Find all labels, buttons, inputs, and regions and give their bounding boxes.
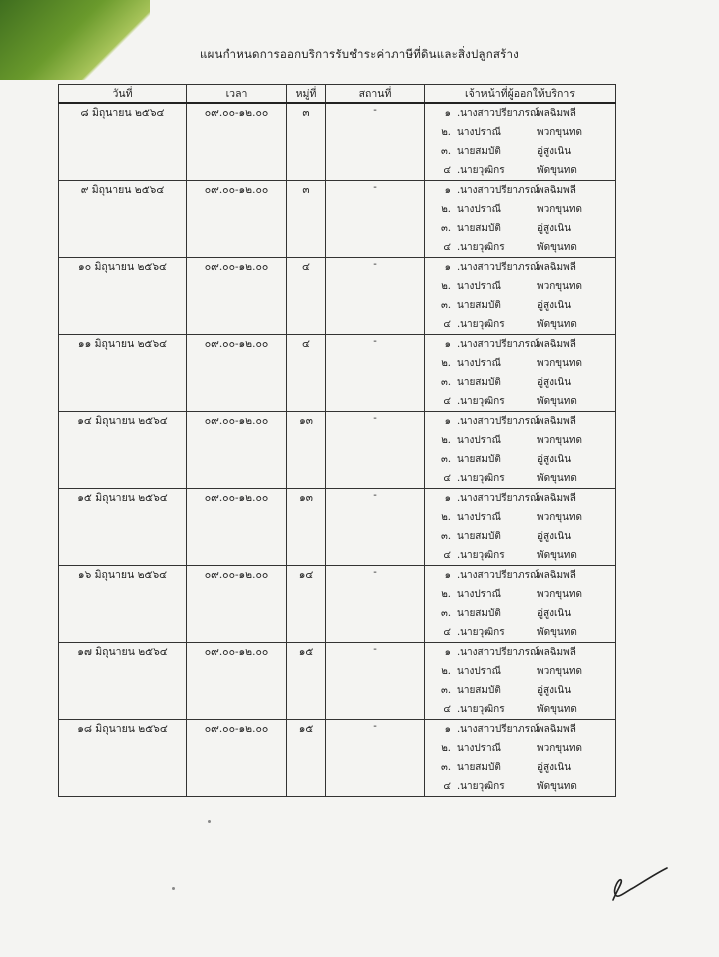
staff-surname: อู่สูงเนิน <box>537 146 572 157</box>
time-cell: ๐๙.๐๐-๑๒.๐๐ <box>187 335 287 412</box>
staff-number: ๒. <box>441 281 451 292</box>
staff-surname: อู่สูงเนิน <box>537 608 572 619</box>
village-cell: ๔ <box>287 335 326 412</box>
staff-surname: พัดขุนทด <box>537 704 577 715</box>
staff-cell <box>425 489 616 566</box>
staff-name: นายสมบัติ <box>457 146 501 157</box>
staff-line <box>425 161 615 180</box>
staff-number: ๔ <box>443 627 451 638</box>
staff-surname: พวกขุนทด <box>537 666 583 677</box>
staff-surname: พลฉิมพลี <box>537 339 576 350</box>
staff-line <box>425 238 615 257</box>
staff-surname: พวกขุนทด <box>537 204 583 215</box>
table-row <box>59 335 616 412</box>
staff-name: นางปราณี <box>457 743 501 754</box>
staff-number: ๒. <box>441 666 451 677</box>
staff-number: ๒. <box>441 358 451 369</box>
staff-surname: พัดขุนทด <box>537 627 577 638</box>
staff-number: ๑ <box>444 570 451 581</box>
staff-line <box>425 623 615 642</box>
staff-name: .นางสาวปรียาภรณ์ <box>457 262 540 273</box>
village-cell: ๑๔ <box>287 566 326 643</box>
staff-name: นางปราณี <box>457 435 501 446</box>
staff-surname: พัดขุนทด <box>537 242 577 253</box>
village-cell: ๑๕ <box>287 643 326 720</box>
date-cell: ๑๑ มิถุนายน ๒๕๖๔ <box>59 335 187 412</box>
staff-number: ๓. <box>440 531 451 542</box>
staff-line <box>425 604 615 623</box>
staff-line <box>425 258 615 277</box>
staff-name: .นายวุฒิกร <box>457 242 505 253</box>
staff-number: ๔ <box>443 242 451 253</box>
staff-line <box>425 181 615 200</box>
staff-surname: พลฉิมพลี <box>537 416 576 427</box>
staff-line <box>425 450 615 469</box>
staff-surname: อู่สูงเนิน <box>537 223 572 234</box>
table-row <box>59 720 616 797</box>
staff-number: ๓. <box>440 454 451 465</box>
staff-number: ๓. <box>440 685 451 696</box>
staff-surname: พัดขุนทด <box>537 165 577 176</box>
staff-surname: พลฉิมพลี <box>537 262 576 273</box>
staff-line <box>425 758 615 777</box>
header-village: หมู่ที่ <box>287 85 326 104</box>
staff-name: .นายวุฒิกร <box>457 704 505 715</box>
staff-line <box>425 662 615 681</box>
staff-surname: พลฉิมพลี <box>537 108 576 119</box>
staff-surname: อู่สูงเนิน <box>537 762 572 773</box>
staff-name: นางปราณี <box>457 589 501 600</box>
staff-surname: พวกขุนทด <box>537 589 583 600</box>
staff-number: ๒. <box>441 204 451 215</box>
staff-name: นางปราณี <box>457 512 501 523</box>
staff-number: ๒. <box>441 435 451 446</box>
staff-line <box>425 469 615 488</box>
schedule-table <box>58 84 616 797</box>
staff-cell <box>425 720 616 797</box>
staff-name: นายสมบัติ <box>457 300 501 311</box>
staff-name: .นายวุฒิกร <box>457 550 505 561</box>
staff-line <box>425 142 615 161</box>
staff-line <box>425 777 615 796</box>
staff-number: ๓. <box>440 762 451 773</box>
time-cell: ๐๙.๐๐-๑๒.๐๐ <box>187 412 287 489</box>
staff-surname: อู่สูงเนิน <box>537 300 572 311</box>
staff-number: ๑ <box>444 185 451 196</box>
table-row <box>59 412 616 489</box>
date-cell: ๑๘ มิถุนายน ๒๕๖๔ <box>59 720 187 797</box>
staff-cell <box>425 566 616 643</box>
time-cell: ๐๙.๐๐-๑๒.๐๐ <box>187 103 287 181</box>
staff-name: นางปราณี <box>457 204 501 215</box>
staff-cell <box>425 643 616 720</box>
staff-line <box>425 546 615 565</box>
staff-name: นายสมบัติ <box>457 454 501 465</box>
staff-number: ๔ <box>443 781 451 792</box>
place-cell: - <box>326 643 425 720</box>
staff-name: .นางสาวปรียาภรณ์ <box>457 416 540 427</box>
village-cell: ๑๓ <box>287 412 326 489</box>
staff-name: นางปราณี <box>457 358 501 369</box>
place-cell: - <box>326 103 425 181</box>
staff-line <box>425 508 615 527</box>
staff-line <box>425 700 615 719</box>
date-cell: ๘ มิถุนายน ๒๕๖๔ <box>59 103 187 181</box>
staff-line <box>425 739 615 758</box>
staff-name: .นายวุฒิกร <box>457 319 505 330</box>
staff-line <box>425 277 615 296</box>
header-time: เวลา <box>187 85 287 104</box>
staff-number: ๑ <box>444 647 451 658</box>
staff-name: .นายวุฒิกร <box>457 396 505 407</box>
staff-surname: พลฉิมพลี <box>537 570 576 581</box>
staff-number: ๑ <box>444 416 451 427</box>
staff-line <box>425 566 615 585</box>
staff-number: ๓. <box>440 608 451 619</box>
staff-line <box>425 681 615 700</box>
date-cell: ๑๗ มิถุนายน ๒๕๖๔ <box>59 643 187 720</box>
staff-cell <box>425 103 616 181</box>
staff-number: ๑ <box>444 493 451 504</box>
place-cell: - <box>326 181 425 258</box>
place-cell: - <box>326 489 425 566</box>
staff-surname: พัดขุนทด <box>537 396 577 407</box>
staff-name: .นางสาวปรียาภรณ์ <box>457 647 540 658</box>
date-cell: ๑๕ มิถุนายน ๒๕๖๔ <box>59 489 187 566</box>
scan-speck <box>208 820 211 823</box>
village-cell: ๑๕ <box>287 720 326 797</box>
place-cell: - <box>326 720 425 797</box>
staff-number: ๔ <box>443 396 451 407</box>
header-date: วันที่ <box>59 85 187 104</box>
staff-name: .นายวุฒิกร <box>457 627 505 638</box>
table-row <box>59 181 616 258</box>
staff-name: นายสมบัติ <box>457 531 501 542</box>
staff-number: ๔ <box>443 165 451 176</box>
staff-surname: พัดขุนทด <box>537 781 577 792</box>
staff-name: .นางสาวปรียาภรณ์ <box>457 493 540 504</box>
staff-surname: พัดขุนทด <box>537 473 577 484</box>
staff-line <box>425 296 615 315</box>
staff-number: ๓. <box>440 377 451 388</box>
staff-number: ๔ <box>443 704 451 715</box>
staff-surname: พลฉิมพลี <box>537 185 576 196</box>
staff-surname: พวกขุนทด <box>537 435 583 446</box>
staff-surname: อู่สูงเนิน <box>537 531 572 542</box>
staff-surname: พวกขุนทด <box>537 358 583 369</box>
staff-line <box>425 392 615 411</box>
staff-line <box>425 489 615 508</box>
leaf-photo-corner <box>0 0 150 80</box>
staff-name: นายสมบัติ <box>457 685 501 696</box>
scan-speck <box>172 887 175 890</box>
staff-line <box>425 219 615 238</box>
staff-number: ๑ <box>444 108 451 119</box>
date-cell: ๙ มิถุนายน ๒๕๖๔ <box>59 181 187 258</box>
staff-number: ๑ <box>444 724 451 735</box>
staff-line <box>425 431 615 450</box>
staff-surname: อู่สูงเนิน <box>537 454 572 465</box>
staff-line <box>425 354 615 373</box>
header-row <box>59 85 616 104</box>
date-cell: ๑๐ มิถุนายน ๒๕๖๔ <box>59 258 187 335</box>
table-row <box>59 489 616 566</box>
staff-name: .นางสาวปรียาภรณ์ <box>457 339 540 350</box>
staff-name: .นายวุฒิกร <box>457 473 505 484</box>
staff-line <box>425 335 615 354</box>
staff-name: นายสมบัติ <box>457 608 501 619</box>
staff-number: ๔ <box>443 473 451 484</box>
header-staff: เจ้าหน้าที่ผู้ออกให้บริการ <box>425 85 616 104</box>
staff-number: ๓. <box>440 300 451 311</box>
staff-surname: พัดขุนทด <box>537 319 577 330</box>
document-title: แผนกำหนดการออกบริการรับชำระค่าภาษีที่ดินและสิ่งปลูกสร้าง <box>199 47 519 61</box>
staff-surname: พลฉิมพลี <box>537 647 576 658</box>
time-cell: ๐๙.๐๐-๑๒.๐๐ <box>187 720 287 797</box>
staff-surname: อู่สูงเนิน <box>537 377 572 388</box>
signature-mark <box>603 860 673 906</box>
staff-number: ๒. <box>441 743 451 754</box>
header-place: สถานที่ <box>326 85 425 104</box>
staff-name: .นางสาวปรียาภรณ์ <box>457 724 540 735</box>
village-cell: ๓ <box>287 181 326 258</box>
staff-line <box>425 720 615 739</box>
place-cell: - <box>326 335 425 412</box>
place-cell: - <box>326 258 425 335</box>
staff-cell <box>425 412 616 489</box>
staff-number: ๑ <box>444 262 451 273</box>
staff-surname: พวกขุนทด <box>537 512 583 523</box>
staff-cell <box>425 335 616 412</box>
staff-surname: พลฉิมพลี <box>537 724 576 735</box>
staff-number: ๑ <box>444 339 451 350</box>
staff-name: .นายวุฒิกร <box>457 165 505 176</box>
staff-line <box>425 643 615 662</box>
staff-number: ๒. <box>441 127 451 138</box>
time-cell: ๐๙.๐๐-๑๒.๐๐ <box>187 489 287 566</box>
table-row <box>59 566 616 643</box>
date-cell: ๑๖ มิถุนายน ๒๕๖๔ <box>59 566 187 643</box>
staff-line <box>425 585 615 604</box>
staff-name: .นายวุฒิกร <box>457 781 505 792</box>
village-cell: ๔ <box>287 258 326 335</box>
staff-name: .นางสาวปรียาภรณ์ <box>457 108 540 119</box>
village-cell: ๓ <box>287 103 326 181</box>
date-cell: ๑๔ มิถุนายน ๒๕๖๔ <box>59 412 187 489</box>
staff-cell <box>425 181 616 258</box>
staff-number: ๓. <box>440 223 451 234</box>
staff-number: ๔ <box>443 550 451 561</box>
staff-line <box>425 104 615 123</box>
staff-line <box>425 123 615 142</box>
staff-name: นางปราณี <box>457 281 501 292</box>
time-cell: ๐๙.๐๐-๑๒.๐๐ <box>187 258 287 335</box>
place-cell: - <box>326 412 425 489</box>
staff-number: ๔ <box>443 319 451 330</box>
time-cell: ๐๙.๐๐-๑๒.๐๐ <box>187 181 287 258</box>
table-row <box>59 258 616 335</box>
staff-name: นายสมบัติ <box>457 223 501 234</box>
staff-surname: พลฉิมพลี <box>537 493 576 504</box>
staff-number: ๒. <box>441 512 451 523</box>
staff-surname: พวกขุนทด <box>537 281 583 292</box>
staff-number: ๓. <box>440 146 451 157</box>
staff-line <box>425 527 615 546</box>
time-cell: ๐๙.๐๐-๑๒.๐๐ <box>187 643 287 720</box>
village-cell: ๑๓ <box>287 489 326 566</box>
staff-name: นางปราณี <box>457 127 501 138</box>
staff-surname: พัดขุนทด <box>537 550 577 561</box>
staff-cell <box>425 258 616 335</box>
staff-surname: อู่สูงเนิน <box>537 685 572 696</box>
staff-name: นายสมบัติ <box>457 762 501 773</box>
staff-number: ๒. <box>441 589 451 600</box>
time-cell: ๐๙.๐๐-๑๒.๐๐ <box>187 566 287 643</box>
staff-line <box>425 200 615 219</box>
table-row <box>59 643 616 720</box>
staff-name: นายสมบัติ <box>457 377 501 388</box>
place-cell: - <box>326 566 425 643</box>
staff-line <box>425 373 615 392</box>
staff-name: .นางสาวปรียาภรณ์ <box>457 570 540 581</box>
staff-line <box>425 315 615 334</box>
staff-name: นางปราณี <box>457 666 501 677</box>
staff-surname: พวกขุนทด <box>537 743 583 754</box>
staff-line <box>425 412 615 431</box>
table-row <box>59 103 616 181</box>
staff-surname: พวกขุนทด <box>537 127 583 138</box>
staff-name: .นางสาวปรียาภรณ์ <box>457 185 540 196</box>
